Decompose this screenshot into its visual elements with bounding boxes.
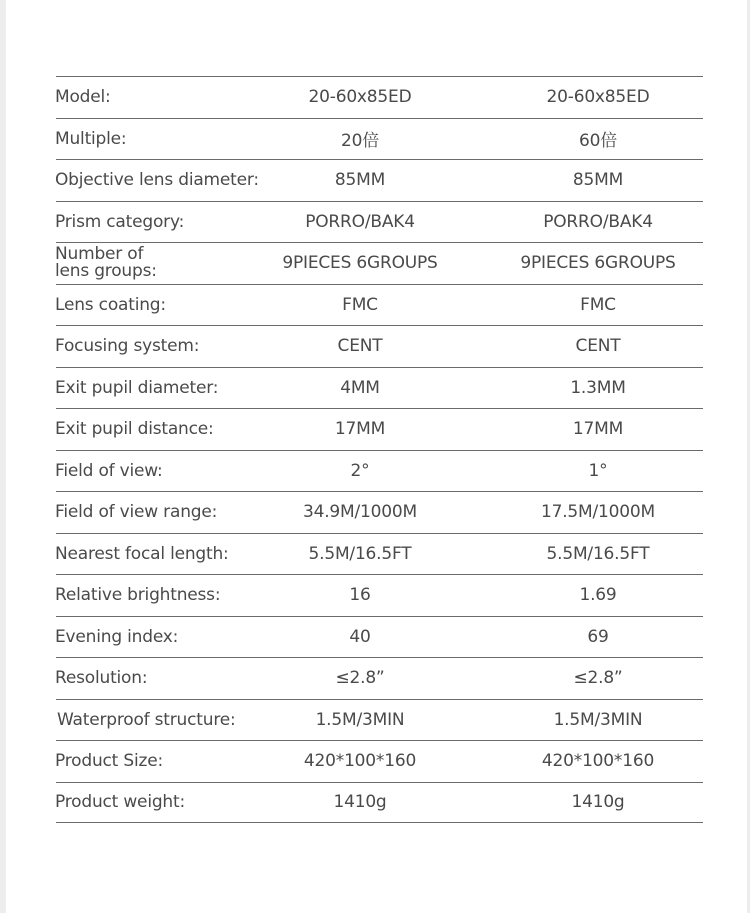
spec-value-variant-a: 2° [350,460,370,481]
spec-value-variant-b: 17MM [572,419,624,440]
spec-value-variant-a: FMC [342,294,378,315]
spec-value-variant-b: 9PIECES 6GROUPS [520,253,676,274]
spec-value-variant-b: CENT [575,336,621,357]
spec-value-variant-a: ≤2.8” [335,668,385,689]
spec-row-resolution [56,657,703,699]
spec-value-variant-b: 20-60x85ED [546,87,650,108]
spec-value-variant-a: 5.5M/16.5FT [308,543,412,564]
spec-value-variant-b: 69 [587,626,609,647]
spec-value-variant-a: PORRO/BAK4 [305,211,415,232]
spec-label: Multiple: [55,128,127,149]
spec-row-field-of-view-range [56,491,703,533]
spec-label-line: Number of [55,244,144,265]
spec-value-variant-a: 20-60x85ED [308,87,412,108]
spec-label: Field of view range: [55,502,218,523]
spec-label: Exit pupil diameter: [55,377,219,398]
spec-value-variant-a: 40 [349,626,371,647]
spec-value-variant-b: 1410g [571,792,625,813]
spec-label: Prism category: [55,211,185,232]
spec-row-waterproof-structure [56,699,703,741]
spec-table [56,76,703,823]
spec-value-variant-a: 9PIECES 6GROUPS [282,253,438,274]
spec-value-variant-b: 420*100*160 [541,751,655,772]
spec-value-variant-b: 1.69 [579,585,617,606]
spec-value-variant-a: 17MM [334,419,386,440]
spec-label: Waterproof structure: [57,709,236,730]
spec-value-variant-b: PORRO/BAK4 [543,211,653,232]
spec-row-field-of-view [56,450,703,492]
spec-value-variant-a: 34.9M/1000M [303,502,417,523]
spec-row-objective-lens-diameter [56,159,703,201]
spec-label: Evening index: [55,626,179,647]
spec-label: Model: [55,87,111,108]
spec-value-variant-a: 1.5M/3MIN [315,709,405,730]
spec-value-variant-b: ≤2.8” [573,668,623,689]
spec-value-variant-b: 1.5M/3MIN [553,709,643,730]
spec-value-variant-b: 5.5M/16.5FT [546,543,650,564]
spec-card [6,0,747,913]
spec-row-multiple [56,118,703,160]
spec-value-variant-b: FMC [580,294,616,315]
spec-label: Field of view: [55,460,163,481]
spec-value-variant-a: CENT [337,336,383,357]
spec-row-evening-index [56,616,703,658]
spec-row-relative-brightness [56,574,703,616]
spec-row-exit-pupil-distance [56,408,703,450]
spec-label: Nearest focal length: [55,543,229,564]
spec-value-variant-a: 85MM [334,170,386,191]
spec-label: Relative brightness: [55,585,221,606]
spec-row-product-size [56,740,703,782]
spec-label: Objective lens diameter: [55,170,259,191]
spec-row-exit-pupil-diameter [56,367,703,409]
spec-row-model [56,76,703,118]
spec-value-variant-b: 17.5M/1000M [541,502,655,523]
spec-label: Product weight: [55,792,185,813]
spec-row-prism-category [56,201,703,243]
spec-value-variant-b: 1° [588,460,608,481]
spec-row-lens-coating [56,284,703,326]
spec-value-variant-b: 85MM [572,170,624,191]
spec-value-variant-a: 1410g [333,792,387,813]
spec-label [55,243,285,284]
spec-row-focusing-system [56,325,703,367]
spec-value-variant-a: 420*100*160 [303,751,417,772]
spec-row-nearest-focal-length [56,533,703,575]
spec-value-variant-b: 60倍 [578,131,618,152]
spec-value-variant-a: 16 [349,585,371,606]
spec-label: Focusing system: [55,336,200,357]
spec-label-line: lens groups: [55,261,157,282]
spec-value-variant-a: 20倍 [340,131,380,152]
spec-label: Lens coating: [55,294,166,315]
spec-row-product-weight [56,782,703,824]
spec-value-variant-b: 1.3MM [570,377,626,398]
spec-value-variant-a: 4MM [340,377,380,398]
spec-row-lens-groups [56,242,703,284]
spec-label: Resolution: [55,668,148,689]
spec-label: Exit pupil distance: [55,419,214,440]
spec-label: Product Size: [55,751,163,772]
